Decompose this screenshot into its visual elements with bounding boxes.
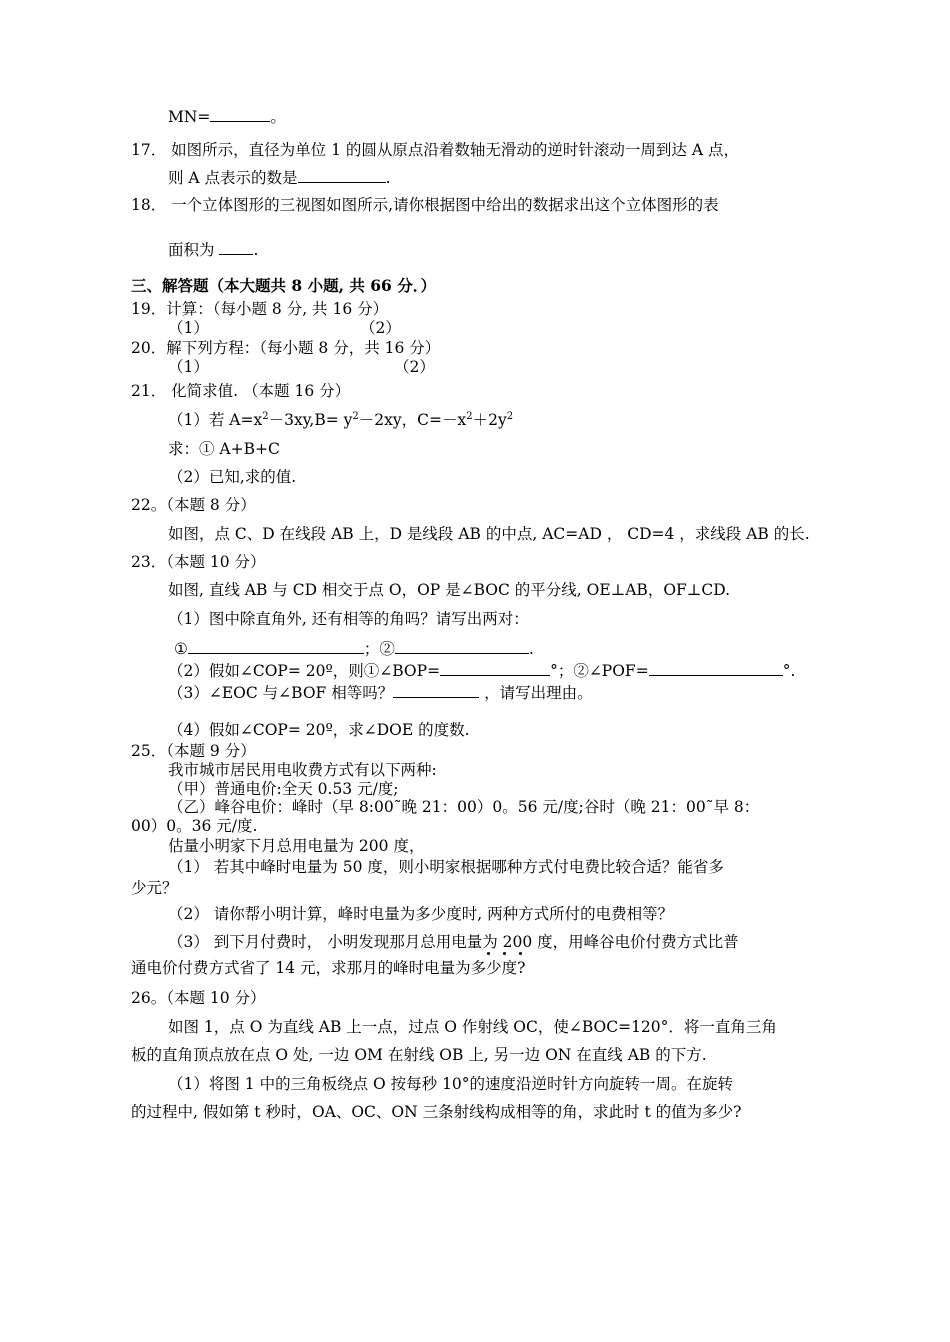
emphasis-dot — [487, 952, 490, 955]
question-25-text4: 00）0。36 元/度. — [131, 817, 258, 835]
question-26: 26。（本题 10 分） — [131, 989, 266, 1007]
question-25-part2: （2） 请你帮小明计算，峰时电量为多少度时, 两种方式所付的电费相等？ — [168, 905, 674, 923]
question-25-text5: 估量小明家下月总用电量为 200 度， — [168, 837, 425, 855]
question-20-part1: （1） — [168, 358, 209, 376]
answer-blank-mn[interactable] — [210, 106, 270, 122]
question-23-text: 如图, 直线 AB 与 CD 相交于点 O，OP 是∠BOC 的平分线, OE⊥AB，OF⊥CD. — [168, 581, 731, 599]
section-3-heading: 三、解答题（本大题共 8 小题, 共 66 分．） — [131, 276, 436, 295]
question-25-part1-line2: 少元？ — [131, 879, 178, 897]
question-22: 22。（本题 8 分） — [131, 496, 256, 514]
question-26-text2: 板的直角顶点放在点 O 处, 一边 OM 在射线 OB 上, 另一边 ON 在直线 AB 的下方. — [131, 1046, 707, 1064]
answer-blank-23-1a[interactable] — [188, 638, 364, 654]
question-22-text: 如图，点 C、D 在线段 AB 上，D 是线段 AB 的中点, AC=AD ， CD=4 ，求线段 AB 的长. — [168, 525, 810, 543]
question-20-part2: （2） — [394, 358, 435, 376]
question-19: 19．计算：（每小题 8 分, 共 16 分） — [131, 300, 389, 318]
question-19-part2: （2） — [360, 319, 401, 337]
line-mn: MN= 。 — [168, 108, 286, 126]
answer-blank-23-2b[interactable] — [649, 660, 783, 676]
question-25: 25．（本题 9 分） — [131, 742, 256, 760]
emphasis-dot — [519, 952, 522, 955]
question-18-line1: 18． 一个立体图形的三视图如图所示,请你根据图中给出的数据求出这个立体图形的表 — [131, 196, 719, 214]
question-23-part2: （2）假如∠COP= 20º，则①∠BOP= °；②∠POF= °. — [168, 662, 796, 680]
question-23-part1-answers: ① ；② . — [174, 640, 534, 658]
question-25-text3: （乙）峰谷电价：峰时（早 8:00˜晚 21：00）0。56 元/度;谷时（晚 21：00˜早 8： — [168, 798, 760, 816]
answer-blank-23-1b[interactable] — [395, 638, 529, 654]
question-25-text2: （甲）普通电价:全天 0.53 元/度; — [168, 780, 399, 798]
question-25-part3-line1: （3） 到下月付费时， 小明发现那月总用电量为 200 度，用峰谷电价付费方式比普 — [168, 933, 739, 951]
question-20: 20．解下列方程：（每小题 8 分，共 16 分） — [131, 339, 441, 357]
question-25-part3-line2: 通电价付费方式省了 14 元，求那月的峰时电量为多少度? — [131, 959, 526, 977]
question-23-part3: （3）∠EOC 与∠BOF 相等吗？ ，请写出理由。 — [168, 684, 593, 702]
question-21-part1: （1）若 $A=x^2-3xy,B= y^2-2xy$，$C=-x^2+2y^2$ — [168, 411, 514, 429]
emphasis-dot — [503, 952, 506, 955]
answer-blank-23-2a[interactable] — [440, 660, 550, 676]
question-26-text1: 如图 1，点 O 为直线 AB 上一点，过点 O 作射线 OC，使∠BOC=120°．将一直角三角 — [168, 1018, 777, 1036]
answer-blank-17[interactable] — [298, 167, 386, 183]
question-17-line1: 17． 如图所示，直径为单位 1 的圆从原点沿着数轴无滑动的逆时针滚动一周到达 A 点， — [131, 141, 739, 159]
question-26-text4: 的过程中, 假如第 t 秒时，OA、OC、ON 三条射线构成相等的角，求此时 t 的值为多少? — [131, 1103, 742, 1121]
answer-blank-23-3[interactable] — [393, 682, 479, 698]
question-19-part1: （1） — [168, 319, 209, 337]
question-25-text1: 我市城市居民用电收费方式有以下两种: — [168, 761, 437, 779]
question-18-line2: 面积为 . — [168, 241, 259, 259]
question-23-part1: （1）图中除直角外, 还有相等的角吗？请写出两对： — [168, 610, 529, 628]
question-17-line2: 则 A 点表示的数是 . — [168, 169, 391, 187]
question-23-part4: （4）假如∠COP= 20º，求∠DOE 的度数. — [168, 721, 470, 739]
question-26-text3: （1）将图 1 中的三角板绕点 O 按每秒 10°的速度沿逆时针方向旋转一周。在旋转 — [168, 1075, 734, 1093]
answer-blank-18[interactable] — [219, 239, 253, 255]
question-25-part1-line1: （1） 若其中峰时电量为 50 度，则小明家根据哪种方式付电费比较合适？能省多 — [168, 858, 724, 876]
question-21-ask: 求：① A+B+C — [168, 440, 280, 458]
question-23: 23．（本题 10 分） — [131, 553, 266, 571]
question-21-part2: （2）已知,求的值. — [168, 468, 297, 486]
question-21: 21． 化简求值. （本题 16 分） — [131, 382, 351, 400]
